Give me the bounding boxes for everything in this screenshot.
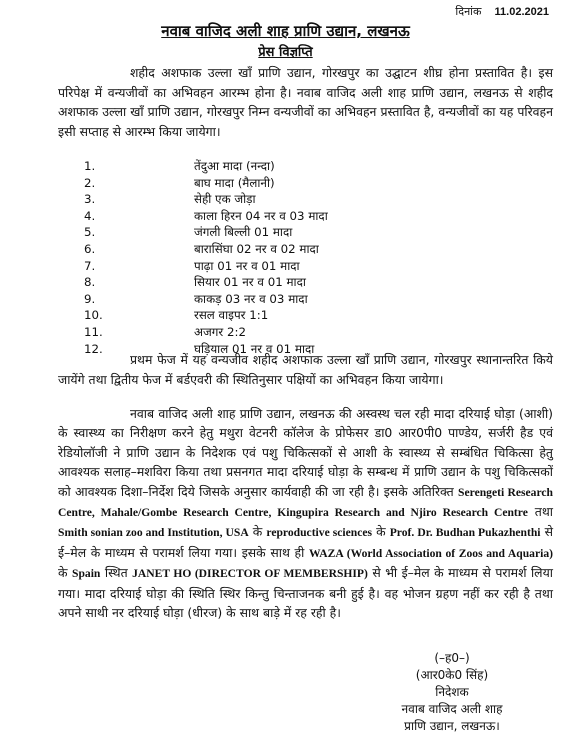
list-number: 3. [84,192,96,207]
signatory-org-line2: प्राणि उद्यान, लखनऊ। [404,719,500,733]
hippo-text-5: से ई–मेल के माध्यम से परामर्श लिया गया। इसके साथ ही [58,524,553,560]
list-text: सियार 01 नर व 01 मादा [194,275,306,290]
list-number: 12. [84,341,103,356]
research-centres: Serengeti Research Centre, Mahale/Gombe Research Centre, Kingupira Research and Njiro Research Centre [58,485,553,520]
signatory-designation: निदेशक [435,685,469,699]
reproductive-sciences: reproductive sciences [266,526,373,540]
date-line [455,4,549,19]
janet-ho: JANET HO (DIRECTOR OF MEMBERSHIP) [132,567,368,581]
list-text: अजगर 2:2 [194,324,246,339]
list-number: 11. [84,324,103,339]
document-subtitle: प्रेस विज्ञप्ति [258,45,313,60]
intro-paragraph: शहीद अशफाक उल्ला खाँ प्राणि उद्यान, गोरखपुर का उद्घाटन शीघ्र होना प्रस्तावित है। इस परिपेक्ष में वन्यजीवों का अभिवहन आरम्भ होना है। नवाब वाजिद अली शाह प्राणि उद्यान, लखनऊ से शहीद अशफाक उल्ला खाँ प्राणि उद्यान, गोरखपुर निम्न वन्यजीवों का अभिवहन प्रस्तावित है, वन्यजीवों का यह परिवहन इसी सप्ताह से आरम्भ किया जायेगा। [58,65,553,139]
list-number: 1. [84,159,96,173]
list-text: सेही एक जोड़ा [194,192,256,207]
list-text: रसल वाइपर 1:1 [194,308,269,323]
hippo-text-8: से भी ई–मेल के माध्यम से परामर्श लिया गया। मादा दरियाई घोड़ा की स्थिति स्थिर किन्तु चिन्ताजनक बनी हुई है। वह भोजन ग्रहण नहीं कर रही है तथा अपने साथी नर दरियाई घोड़ा (धीरज) के साथ बाड़े में रह रही है। [58,565,553,621]
hippo-text-1: नवाब वाजिद अली शाह प्राणि उद्यान, लखनऊ की अस्वस्थ चल रही मादा दरियाई घोड़ा (आशी) के स्वास्थ्य का निरीक्षण करने हेतु मथुरा वेटनरी कॉलेज के प्रोफेसर डा0 आर0पी0 पाण्डेय, सर्जरी हैड एवं रेडियोलॉजी ने प्राणि उद्यान के निदेशक एवं पशु चिकित्सकों से आशी के स्वास्थ्य से सम्बंधित चिकित्सा हेतु आवश्यक सलाह–मशविरा किया तथा प्रसनगत मादा दरियाई घोड़ा के सम्बन्ध में प्राणि उद्यान के पशु चिकित्सकों को आवश्यक दिशा–निर्देश दिये जिसके अनुसार कार्यवाही की जा रही है। इसके अतिरिक्त [58,406,553,499]
document-title: नवाब वाजिद अली शाह प्राणि उद्यान, लखनऊ [161,22,410,40]
list-text: पाढ़ा 01 नर व 01 मादा [194,258,300,273]
list-number: 2. [84,175,96,190]
hippo-text-4: के [376,524,386,540]
date-value: 11.02.2021 [494,6,549,18]
hippo-text-3: के [252,524,263,540]
list-text: काकड़ 03 नर व 03 मादा [194,291,308,306]
hippo-text-7: स्थित [104,565,128,581]
country-spain: Spain [72,567,101,581]
signature-block [392,650,512,735]
list-text: काला हिरन 04 नर व 03 मादा [194,208,328,223]
list-text: जंगली बिल्ली 01 मादा [194,225,293,240]
list-text: घड़ियाल 01 नर व 01 मादा [194,341,315,356]
hippo-paragraph [58,404,553,622]
signature-mark: (–ह0–) [434,651,470,665]
list-text: बाघ मादा (मैलानी) [194,175,275,190]
list-number: 9. [84,291,96,306]
smithsonian-institution: Smith sonian zoo and Institution, USA [58,526,249,540]
list-text: बारासिंघा 02 नर व 02 मादा [194,241,319,256]
list-number: 10. [84,308,103,323]
signatory-org-line1: नवाब वाजिद अली शाह [401,702,503,716]
hippo-text-2: तथा [534,504,553,520]
phase-paragraph: प्रथम फेज में यह वन्यजीव शहीद अशफाक उल्ला खाँ प्राणि उद्यान, गोरखपुर स्थानान्तरित किये जायेंगे तथा द्वितीय फेज में बर्डएवरी की स्थितिनुसार पक्षियों का अभिवहन किया जायेगा। [58,352,553,387]
signatory-name: (आर0के0 सिंह) [415,668,489,682]
list-number: 5. [84,225,96,240]
list-number: 4. [84,208,96,223]
list-number: 8. [84,275,96,290]
hippo-text-6: के [58,565,68,581]
list-number: 6. [84,241,96,256]
waza-name: WAZA (World Association of Zoos and Aquaria) [309,546,553,560]
list-number: 7. [84,258,96,273]
date-label: दिनांक [455,5,482,18]
list-text: तेंदुआ मादा (नन्दा) [194,159,275,173]
professor-name: Prof. Dr. Budhan Pukazhenthi [389,526,541,540]
